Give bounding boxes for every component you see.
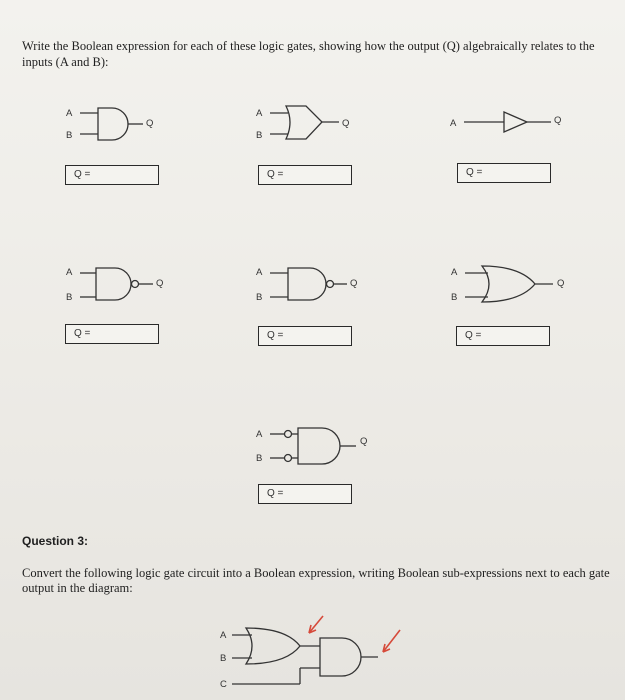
- gate5-input-b: B: [256, 292, 263, 303]
- gate6-or-symbol: [465, 266, 553, 302]
- circuit-input-a: A: [220, 630, 227, 641]
- gate6-input-b: B: [451, 292, 458, 303]
- gate6-output: Q: [557, 278, 565, 289]
- gate2-or-symbol: [270, 106, 339, 139]
- gate2-input-a: A: [256, 108, 263, 119]
- gate3-output: Q: [554, 115, 562, 126]
- circuit-input-b: B: [220, 653, 227, 664]
- gate7-output: Q: [360, 436, 368, 447]
- gate2-answer-prompt: Q =: [267, 169, 284, 180]
- gate6-answer-prompt: Q =: [465, 330, 482, 341]
- question3-text: Convert the following logic gate circuit into a Boolean expression, writing Boolean sub-expressions next to each gate output in the diagram:: [22, 566, 610, 595]
- annotation-arrows: [309, 616, 400, 652]
- gate7-answer-prompt: Q =: [267, 488, 284, 499]
- gate5-output: Q: [350, 278, 358, 289]
- gate4-input-b: B: [66, 292, 73, 303]
- gate4-input-a: A: [66, 267, 73, 278]
- gate3-answer-prompt: Q =: [466, 167, 483, 178]
- gate7-and-symbol: [270, 428, 356, 464]
- gate7-input-a: A: [256, 429, 263, 440]
- gate5-input-a: A: [256, 267, 263, 278]
- gate1-output: Q: [146, 118, 154, 129]
- circuit-input-c: C: [220, 679, 227, 690]
- gate1-input-a: A: [66, 108, 73, 119]
- gate1-input-b: B: [66, 130, 73, 141]
- gate7-input-b: B: [256, 453, 263, 464]
- gate3-buffer-symbol: [464, 112, 551, 132]
- gate6-input-a: A: [451, 267, 458, 278]
- gate1-and-symbol: [80, 108, 143, 140]
- gate1-answer-prompt: Q =: [74, 169, 91, 180]
- gate2-output: Q: [342, 118, 350, 129]
- gate3-input-a: A: [450, 118, 457, 129]
- gate5-nand-symbol: [270, 268, 347, 300]
- question3-title: Question 3:: [22, 534, 89, 548]
- gate2-input-b: B: [256, 130, 263, 141]
- gate4-answer-prompt: Q =: [74, 328, 91, 339]
- gate4-nand-symbol: [80, 268, 153, 300]
- gate5-answer-prompt: Q =: [267, 330, 284, 341]
- gate4-output: Q: [156, 278, 164, 289]
- circuit-diagram: [232, 628, 378, 684]
- instructions-text: Write the Boolean expression for each of these logic gates, showing how the output (Q) algebraically relates to the inputs (A and B):: [22, 39, 595, 69]
